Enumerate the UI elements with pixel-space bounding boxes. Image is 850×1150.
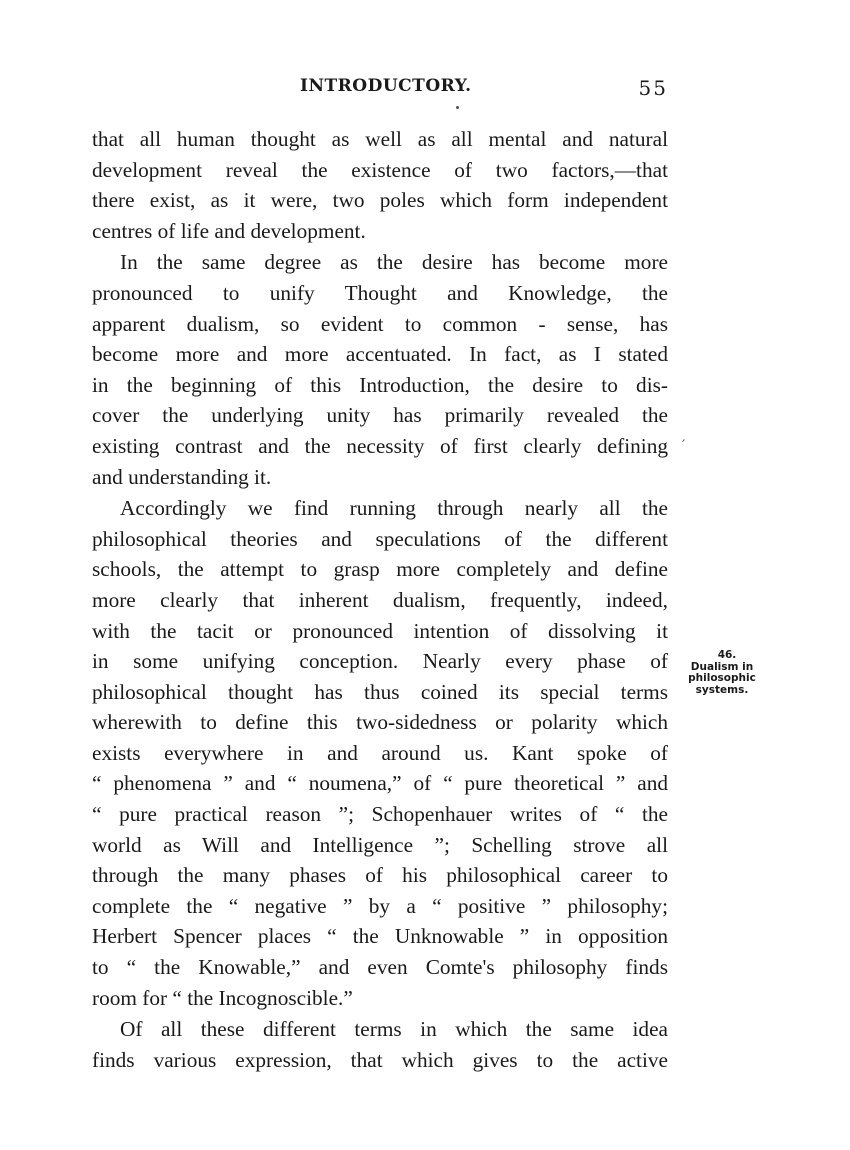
text-line: in some unifying conception. Nearly every phase of [92,649,668,674]
text-line: philosophical thought has thus coined its special terms [92,679,668,704]
text-line: “ phenomena ” and “ noumena,” of “ pure theoretical ” and [92,771,668,796]
ink-speck [456,106,459,109]
text-line: apparent dualism, so evident to common - sense, has [92,311,668,336]
text-line: In the same degree as the desire has become more [120,250,668,275]
margin-note-number: 46. [717,649,737,661]
text-line: centres of life and development. [92,218,366,243]
text-line: Of all these different terms in which the same idea [120,1017,668,1042]
text-line: schools, the attempt to grasp more completely and define [92,557,668,582]
pencil-tick-mark: ′ [682,438,686,454]
paragraph-2 [92,247,668,492]
text-line: finds various expression, that which gives to the active [92,1047,668,1072]
text-line: that all human thought as well as all mental and natural [92,127,668,151]
body-text [92,124,668,1075]
text-line: exists everywhere in and around us. Kant spoke of [92,740,668,765]
text-line: become more and more accentuated. In fact, as I stated [92,342,668,367]
margin-note-line: systems. [695,683,749,696]
text-line: Accordingly we find running through nearly all the [120,496,668,521]
text-line: through the many phases of his philosophical career to [92,863,668,888]
text-line: and understanding it. [92,464,272,489]
paragraph-3 [92,493,668,1013]
running-head [92,76,668,102]
margin-note-line: Dualism in [690,660,754,673]
text-line: wherewith to define this two-sidedness or polarity which [92,710,668,735]
text-line: existing contrast and the necessity of first clearly defining [92,433,668,458]
text-line: in the beginning of this Introduction, the desire to dis- [92,372,668,397]
text-line: to “ the Knowable,” and even Comte's philosophy finds [92,955,668,980]
text-line: room for “ the Incognoscible.” [92,985,353,1010]
paragraph-1 [92,124,668,246]
text-line: philosophical theories and speculations of the different [92,526,668,551]
text-line: Herbert Spencer places “ the Unknowable ” in opposition [92,924,668,949]
text-line: pronounced to unify Thought and Knowledge, the [92,280,668,305]
running-title: INTRODUCTORY. [300,76,472,96]
text-line: development reveal the existence of two factors,—that [92,157,668,182]
text-line: cover the underlying unity has primarily revealed the [92,403,668,428]
page-number: 55 [638,76,668,100]
margin-note [674,650,770,696]
text-line: “ pure practical reason ”; Schopenhauer writes of “ the [92,802,668,827]
margin-note-line: philosophic [688,672,756,684]
text-line: with the tacit or pronounced intention of dissolving it [92,618,668,643]
text-line: more clearly that inherent dualism, frequently, indeed, [92,587,668,612]
text-line: there exist, as it were, two poles which form independent [92,188,668,213]
paragraph-4 [92,1014,668,1075]
text-line: world as Will and Intelligence ”; Schelling strove all [92,832,668,857]
text-line: complete the “ negative ” by a “ positive ” philosophy; [92,893,668,918]
